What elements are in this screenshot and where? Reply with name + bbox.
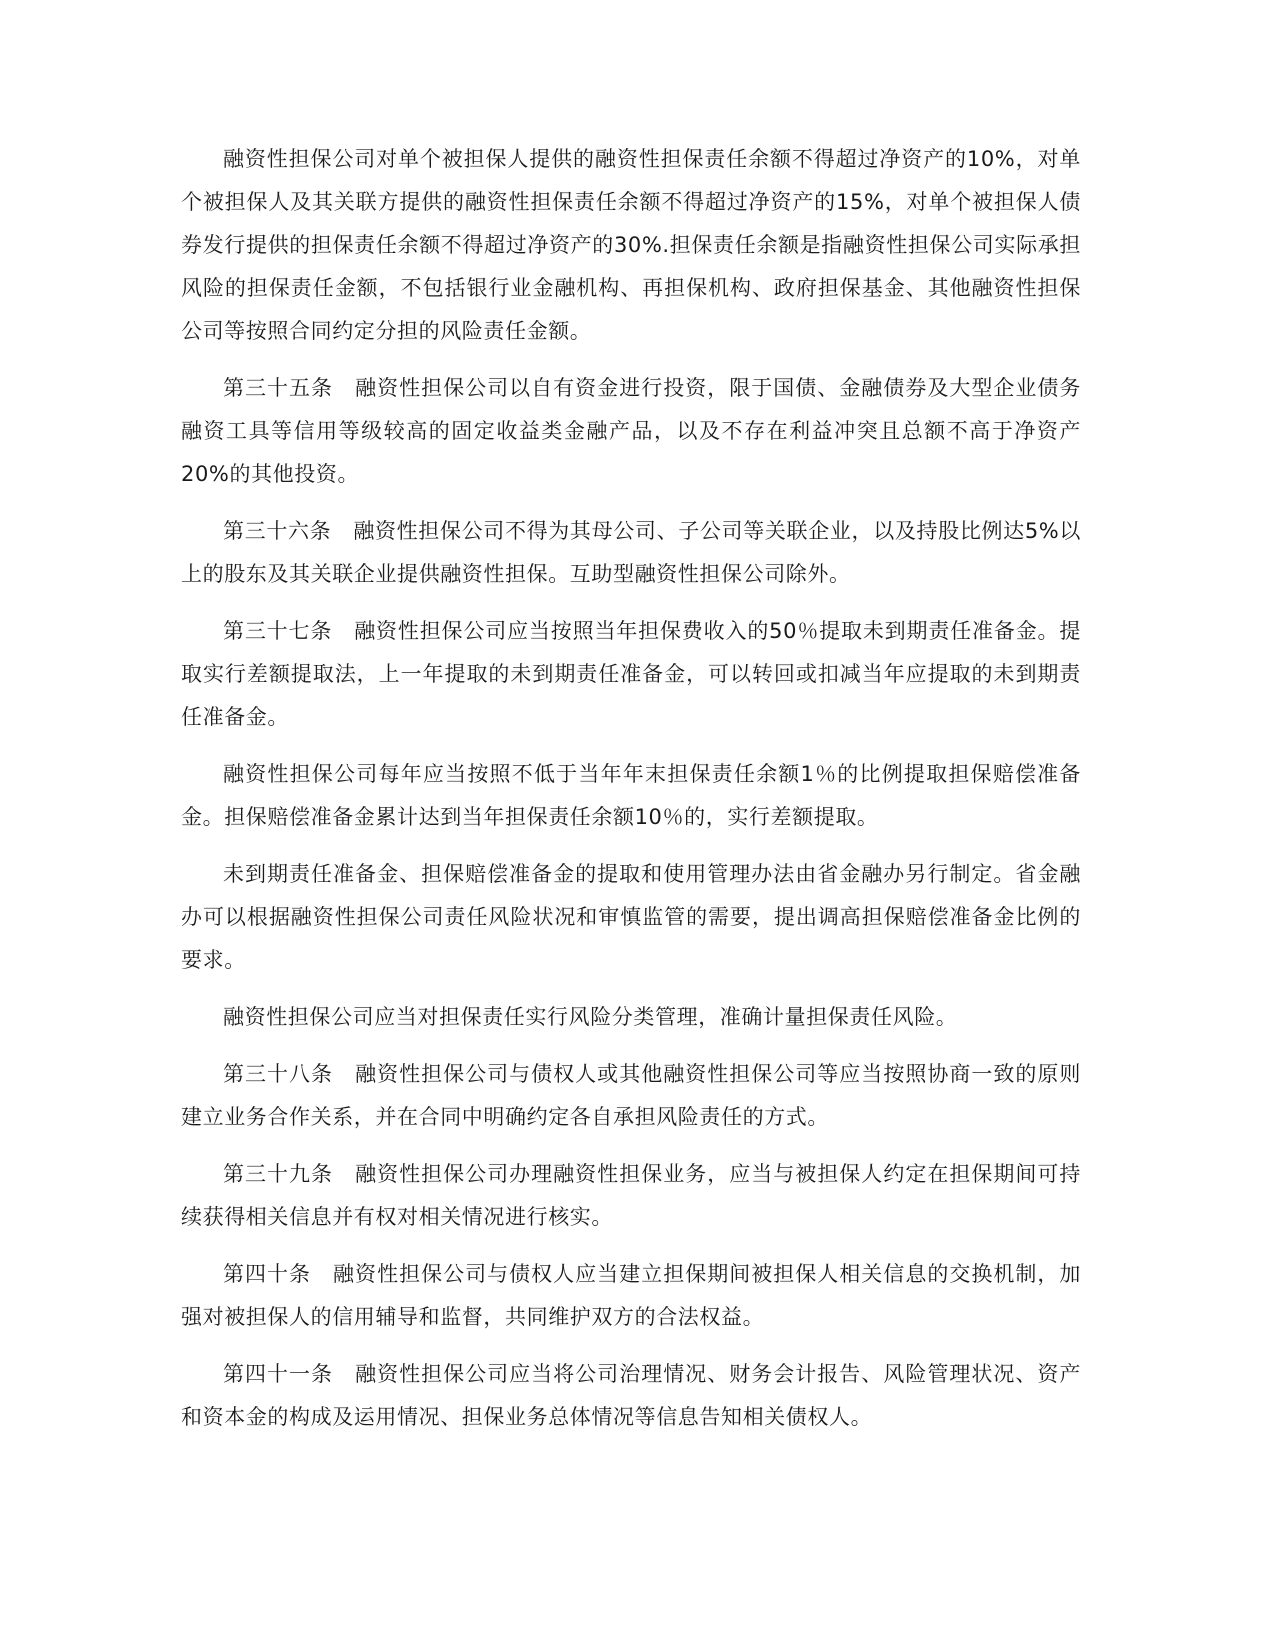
article-number: 第三十五条 — [223, 376, 334, 400]
paragraph-text: 融资性担保公司办理融资性担保业务，应当与被担保人约定在担保期间可持续获得相关信息并有权对相关情况进行核实。 — [181, 1162, 1082, 1229]
paragraph-article-41 — [181, 1353, 1081, 1439]
paragraph-text: 融资性担保公司应当对担保责任实行风险分类管理，准确计量担保责任风险。 — [223, 1005, 958, 1029]
article-number: 第三十八条 — [223, 1062, 334, 1086]
paragraph-reserve-management — [181, 853, 1081, 982]
paragraph-text: 融资性担保公司以自有资金进行投资，限于国债、金融债券及大型企业债务融资工具等信用等级较高的固定收益类金融产品，以及不存在利益冲突且总额不高于净资产20%的其他投资。 — [181, 376, 1082, 486]
paragraph-article-35 — [181, 367, 1081, 496]
article-number: 第四十条 — [223, 1262, 312, 1286]
document-body — [181, 138, 1081, 1453]
paragraph-text: 融资性担保公司与债权人应当建立担保期间被担保人相关信息的交换机制，加强对被担保人的信用辅导和监督，共同维护双方的合法权益。 — [181, 1262, 1081, 1329]
paragraph-guarantee-limits — [181, 138, 1081, 353]
article-number: 第四十一条 — [223, 1362, 334, 1386]
article-number: 第三十九条 — [223, 1162, 334, 1186]
paragraph-text: 融资性担保公司应当将公司治理情况、财务会计报告、风险管理状况、资产和资本金的构成及运用情况、担保业务总体情况等信息告知相关债权人。 — [181, 1362, 1082, 1429]
paragraph-risk-classification — [181, 996, 1081, 1039]
paragraph-compensation-reserve — [181, 753, 1081, 839]
paragraph-text: 未到期责任准备金、担保赔偿准备金的提取和使用管理办法由省金融办另行制定。省金融办可以根据融资性担保公司责任风险状况和审慎监管的需要，提出调高担保赔偿准备金比例的要求。 — [181, 862, 1081, 972]
paragraph-text: 融资性担保公司对单个被担保人提供的融资性担保责任余额不得超过净资产的10%，对单个被担保人及其关联方提供的融资性担保责任余额不得超过净资产的15%，对单个被担保人债券发行提供的担保责任余额不得超过净资产的30%.担保责任余额是指融资性担保公司实际承担风险的担保责任金额，不包括银行业金融机构、再担保机构、政府担保基金、其他融资性担保公司等按照合同约定分担的风险责任金额。 — [181, 147, 1081, 343]
paragraph-article-40 — [181, 1253, 1081, 1339]
article-number: 第三十七条 — [223, 619, 333, 643]
article-number: 第三十六条 — [223, 519, 332, 543]
paragraph-text: 融资性担保公司每年应当按照不低于当年年末担保责任余额1％的比例提取担保赔偿准备金。担保赔偿准备金累计达到当年担保责任余额10％的，实行差额提取。 — [181, 762, 1081, 829]
paragraph-article-37 — [181, 610, 1081, 739]
paragraph-article-39 — [181, 1153, 1081, 1239]
paragraph-text: 融资性担保公司不得为其母公司、子公司等关联企业，以及持股比例达5%以上的股东及其关联企业提供融资性担保。互助型融资性担保公司除外。 — [181, 519, 1081, 586]
paragraph-article-36 — [181, 510, 1081, 596]
paragraph-text: 融资性担保公司与债权人或其他融资性担保公司等应当按照协商一致的原则建立业务合作关系，并在合同中明确约定各自承担风险责任的方式。 — [181, 1062, 1082, 1129]
paragraph-text: 融资性担保公司应当按照当年担保费收入的50％提取未到期责任准备金。提取实行差额提取法，上一年提取的未到期责任准备金，可以转回或扣减当年应提取的未到期责任准备金。 — [181, 619, 1081, 729]
paragraph-article-38 — [181, 1053, 1081, 1139]
